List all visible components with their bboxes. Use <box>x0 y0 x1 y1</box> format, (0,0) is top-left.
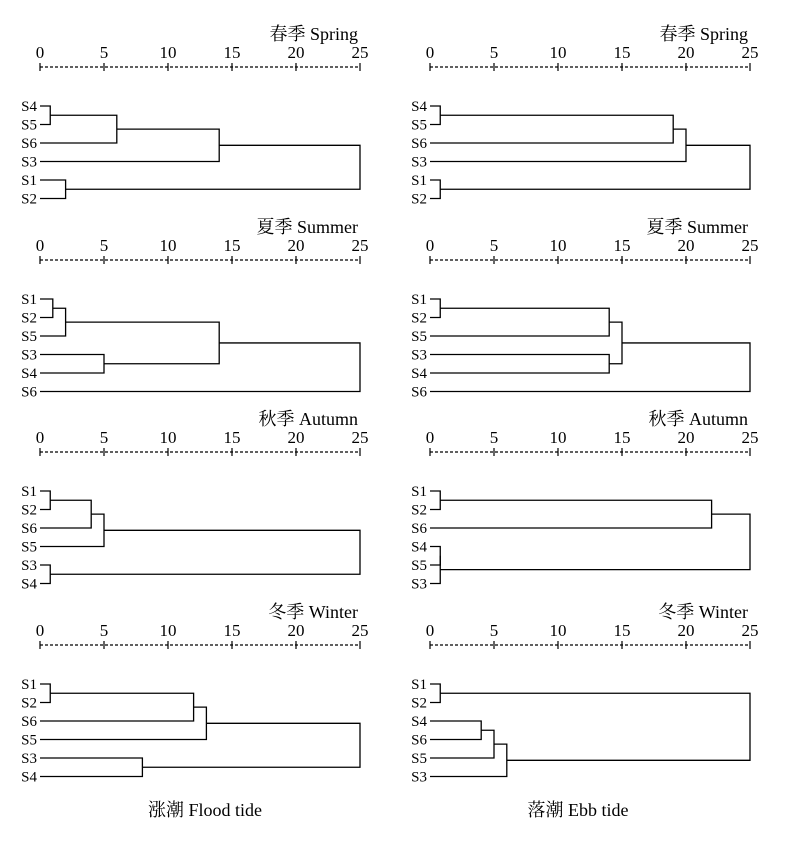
tick-label: 20 <box>677 43 695 62</box>
merge-link <box>430 180 440 199</box>
tick-label: 0 <box>425 236 435 255</box>
tick-label: 15 <box>613 236 631 255</box>
merge-link <box>40 565 50 584</box>
tick-label: 10 <box>549 236 567 255</box>
merge-link <box>430 115 673 143</box>
leaf-label-s4: S4 <box>21 576 37 593</box>
leaf-label-s1: S1 <box>21 484 37 500</box>
merge-link <box>40 355 104 374</box>
tick-label: 20 <box>287 236 305 255</box>
leaf-label-s3: S3 <box>21 751 37 767</box>
leaf-label-s6: S6 <box>411 136 427 152</box>
merge-link <box>40 707 206 739</box>
merge-link <box>40 129 219 161</box>
merge-link <box>40 514 104 546</box>
merge-link <box>430 730 494 758</box>
tick-label: 0 <box>425 621 435 640</box>
tick-label: 10 <box>159 621 177 640</box>
leaf-label-s1: S1 <box>21 677 37 693</box>
leaf-label-s2: S2 <box>411 310 427 327</box>
leaf-label-s1: S1 <box>411 484 427 500</box>
leaf-label-s4: S4 <box>21 99 37 115</box>
merge-link <box>440 693 750 760</box>
merge-link <box>440 514 750 570</box>
tick-label: 25 <box>741 428 759 447</box>
panels-layer <box>21 24 758 786</box>
leaf-label-s3: S3 <box>21 558 37 574</box>
leaf-label-s1: S1 <box>21 292 37 308</box>
panel-title: 春季 Spring <box>269 24 358 44</box>
merge-link <box>66 145 360 189</box>
merge-link <box>40 684 50 703</box>
tick-label: 0 <box>35 428 45 447</box>
leaf-label-s1: S1 <box>411 173 427 189</box>
leaf-label-s5: S5 <box>21 539 37 556</box>
leaf-label-s5: S5 <box>411 558 427 574</box>
tick-label: 15 <box>223 236 241 255</box>
merge-link <box>430 355 609 374</box>
leaf-label-s1: S1 <box>411 677 427 693</box>
tick-label: 10 <box>159 236 177 255</box>
tick-label: 25 <box>741 621 759 640</box>
leaf-label-s2: S2 <box>21 502 37 519</box>
tick-label: 10 <box>549 428 567 447</box>
tick-label: 10 <box>159 43 177 62</box>
panel-title: 秋季 Autumn <box>648 409 748 429</box>
leaf-label-s6: S6 <box>411 521 427 537</box>
panel-ebb-autumn <box>411 409 758 593</box>
panel-flood-summer <box>21 217 368 401</box>
panel-ebb-spring <box>411 24 758 208</box>
tick-label: 10 <box>549 43 567 62</box>
tick-label: 25 <box>351 428 369 447</box>
tick-label: 5 <box>99 428 109 447</box>
leaf-label-s2: S2 <box>21 695 37 712</box>
tick-label: 0 <box>35 236 45 255</box>
panel-title: 冬季 Winter <box>658 602 748 622</box>
merge-link <box>430 129 686 161</box>
leaf-label-s3: S3 <box>21 154 37 171</box>
tick-label: 15 <box>613 621 631 640</box>
tick-label: 15 <box>223 621 241 640</box>
merge-link <box>430 106 440 125</box>
leaf-label-s6: S6 <box>21 714 37 730</box>
leaf-label-s4: S4 <box>411 366 427 382</box>
tick-label: 15 <box>223 428 241 447</box>
merge-link <box>40 106 50 125</box>
leaf-label-s5: S5 <box>21 117 37 134</box>
leaf-label-s5: S5 <box>21 329 37 345</box>
merge-link <box>40 180 66 199</box>
merge-link <box>430 500 712 528</box>
merge-link <box>40 491 50 510</box>
merge-link <box>40 500 91 528</box>
leaf-label-s3: S3 <box>411 347 427 364</box>
tick-label: 5 <box>489 428 499 447</box>
leaf-label-s2: S2 <box>21 191 37 208</box>
tick-label: 20 <box>677 236 695 255</box>
leaf-label-s6: S6 <box>411 732 427 749</box>
tick-label: 5 <box>489 43 499 62</box>
leaf-label-s2: S2 <box>411 502 427 519</box>
tick-label: 10 <box>159 428 177 447</box>
merge-link <box>40 343 360 392</box>
leaf-label-s1: S1 <box>21 173 37 189</box>
caption-flood-tide: 涨潮 Flood tide <box>147 800 263 820</box>
tick-label: 20 <box>287 43 305 62</box>
leaf-label-s4: S4 <box>411 714 427 730</box>
tick-label: 5 <box>99 236 109 255</box>
merge-link <box>430 491 440 510</box>
leaf-label-s1: S1 <box>411 292 427 308</box>
leaf-label-s4: S4 <box>21 366 37 382</box>
leaf-label-s6: S6 <box>21 521 37 537</box>
tick-label: 5 <box>489 236 499 255</box>
merge-link <box>40 115 117 143</box>
tick-label: 25 <box>351 43 369 62</box>
leaf-label-s6: S6 <box>21 136 37 152</box>
leaf-label-s3: S3 <box>411 154 427 171</box>
leaf-label-s4: S4 <box>411 99 427 115</box>
tick-label: 20 <box>677 621 695 640</box>
leaf-label-s5: S5 <box>411 329 427 345</box>
leaf-label-s2: S2 <box>21 310 37 327</box>
leaf-label-s2: S2 <box>411 191 427 208</box>
panel-ebb-winter <box>411 602 758 786</box>
leaf-label-s3: S3 <box>411 576 427 593</box>
tick-label: 15 <box>613 428 631 447</box>
leaf-label-s5: S5 <box>411 117 427 134</box>
tick-label: 15 <box>613 43 631 62</box>
tick-label: 0 <box>35 621 45 640</box>
merge-link <box>40 299 53 318</box>
panel-title: 夏季 Summer <box>256 217 358 237</box>
tick-label: 10 <box>549 621 567 640</box>
merge-link <box>430 744 507 776</box>
merge-link <box>50 530 360 574</box>
leaf-label-s5: S5 <box>411 751 427 767</box>
caption-ebb-tide: 落潮 Ebb tide <box>527 800 629 820</box>
leaf-label-s6: S6 <box>21 384 37 401</box>
tick-label: 25 <box>351 621 369 640</box>
leaf-label-s3: S3 <box>21 347 37 364</box>
tick-label: 5 <box>99 43 109 62</box>
tick-label: 20 <box>287 621 305 640</box>
merge-link <box>430 299 440 318</box>
merge-link <box>142 723 360 767</box>
panel-flood-spring <box>21 24 368 208</box>
tick-label: 20 <box>677 428 695 447</box>
tick-label: 5 <box>99 621 109 640</box>
tick-label: 5 <box>489 621 499 640</box>
panel-title: 冬季 Winter <box>268 602 358 622</box>
merge-link <box>430 547 440 566</box>
merge-link <box>430 308 609 336</box>
tick-label: 15 <box>223 43 241 62</box>
panel-ebb-summer <box>411 217 758 401</box>
tick-label: 0 <box>35 43 45 62</box>
tick-label: 25 <box>741 43 759 62</box>
panel-title: 秋季 Autumn <box>258 409 358 429</box>
merge-link <box>430 684 440 703</box>
merge-link <box>66 322 220 364</box>
leaf-label-s4: S4 <box>411 539 427 556</box>
panel-flood-autumn <box>21 409 368 593</box>
tick-label: 25 <box>351 236 369 255</box>
merge-link <box>430 556 440 584</box>
leaf-label-s2: S2 <box>411 695 427 712</box>
leaf-label-s6: S6 <box>411 384 427 401</box>
merge-link <box>40 758 142 777</box>
merge-link <box>609 322 622 364</box>
merge-link <box>440 145 750 189</box>
merge-link <box>430 721 481 740</box>
merge-link <box>430 343 750 392</box>
tick-label: 25 <box>741 236 759 255</box>
panel-title: 夏季 Summer <box>646 217 748 237</box>
panel-title: 春季 Spring <box>659 24 748 44</box>
leaf-label-s3: S3 <box>411 769 427 786</box>
tick-label: 0 <box>425 428 435 447</box>
leaf-label-s5: S5 <box>21 732 37 749</box>
merge-link <box>40 693 194 721</box>
panel-flood-winter <box>21 602 368 786</box>
tick-label: 20 <box>287 428 305 447</box>
tick-label: 0 <box>425 43 435 62</box>
leaf-label-s4: S4 <box>21 769 37 786</box>
